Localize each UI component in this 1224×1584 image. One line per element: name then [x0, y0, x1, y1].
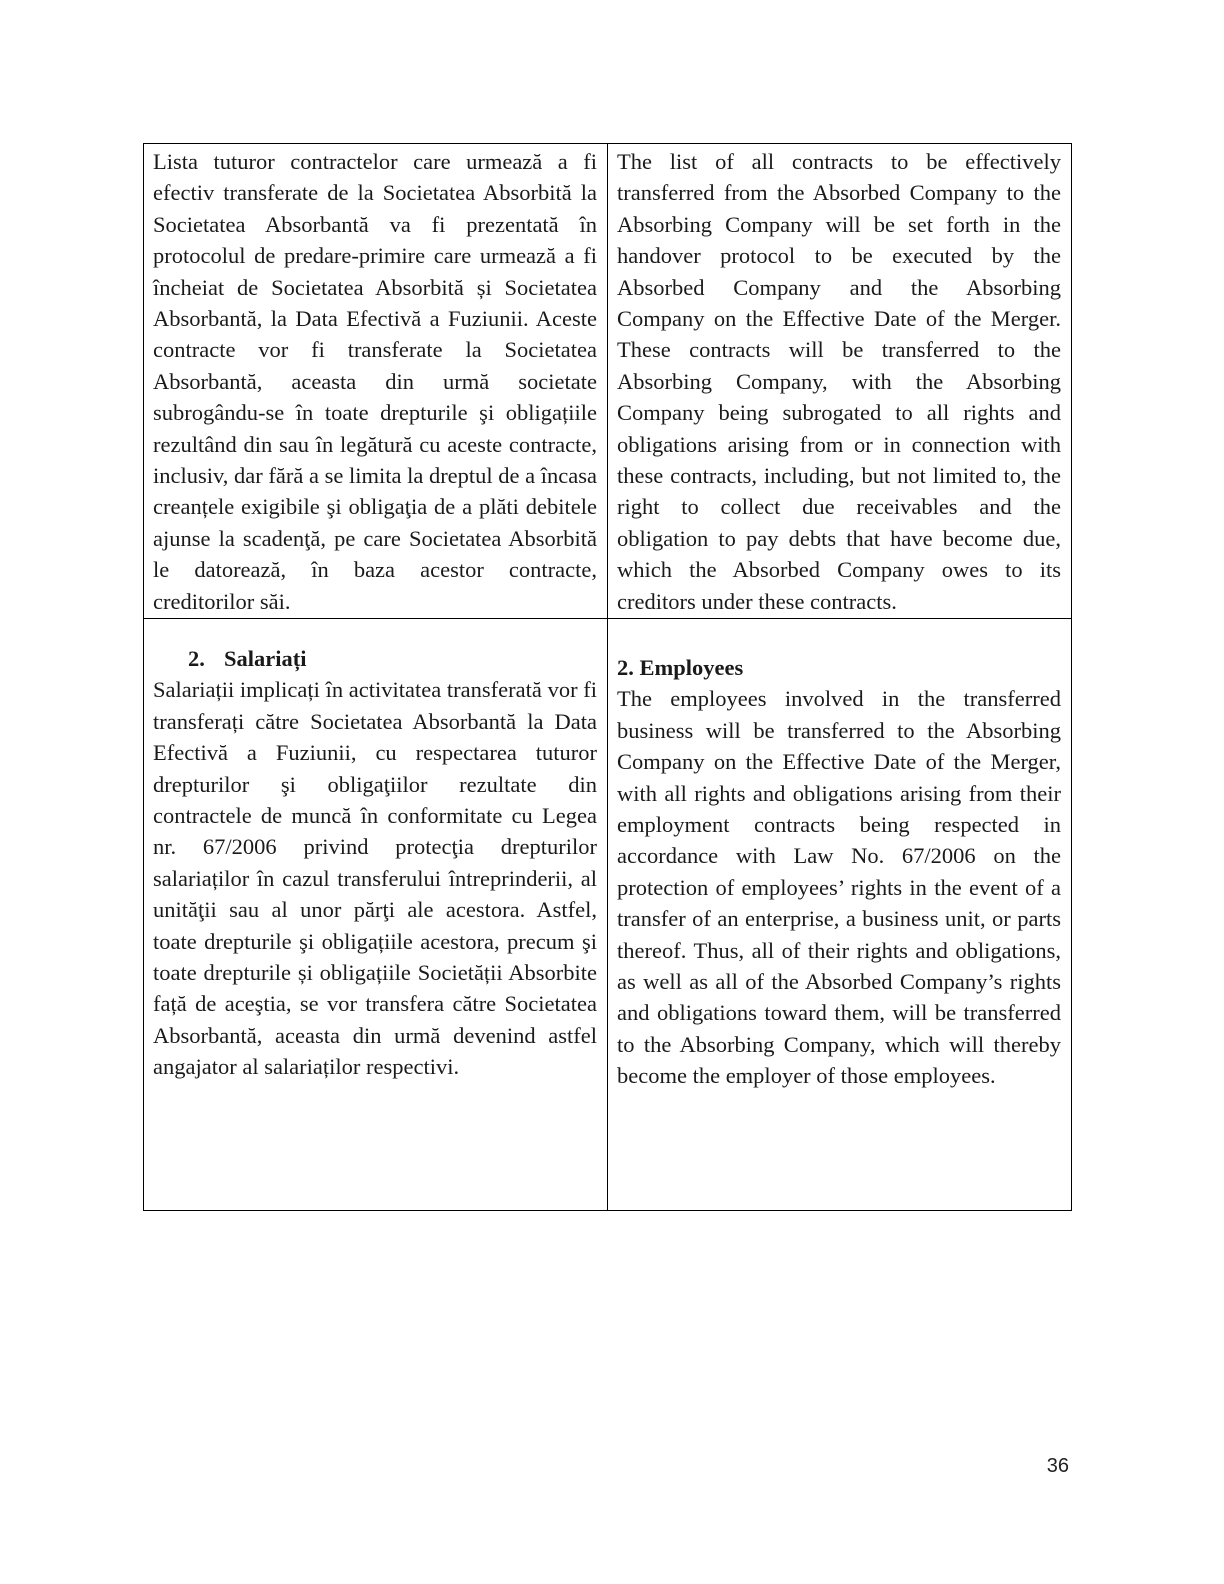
page-number: 36	[1046, 1455, 1069, 1477]
english-contracts-text: The list of all contracts to be effectively transferred from the Absorbed Company to the Absorbing Company will be set forth in the handover protocol to be executed by the Absorbed Company and the Absorbing Company on the Effective Date of the Merger. These contracts will be transferred to the Absorbing Company, with the Absorbing Company being subrogated to all rights and obligations arising from or in connection with these contracts, including, but not limited to, the right to collect due receivables and the obligation to pay debts that have become due, which the Absorbed Company owes to its creditors under these contracts.	[617, 149, 1061, 614]
cell-english-employees	[608, 619, 1072, 1211]
cell-romanian-contracts	[144, 144, 608, 619]
table-row	[144, 619, 1072, 1211]
romanian-heading-number: 2.	[188, 646, 205, 671]
romanian-contracts-text: Lista tuturor contractelor care urmează a fi efectiv transferate de la Societatea Absorbită la Societatea Absorbantă va fi prezentată în protocolul de predare-primire care urmează a fi încheiat de Societatea Absorbită și Societatea Absorbantă, la Data Efectivă a Fuziunii. Aceste contracte vor fi transferate la Societatea Absorbantă, aceasta din urmă societate subrogându-se în toate drepturile şi obligațiile rezultând din sau în legătură cu aceste contracte, inclusiv, dar fără a se limita la dreptul de a încasa creanțele exigibile şi obligaţia de a plăti debitele ajunse la scadenţă, pe care Societatea Absorbită le datorează, în baza acestor contracte, creditorilor săi.	[153, 149, 597, 614]
romanian-heading-label: Salariați	[224, 646, 307, 671]
cell-english-contracts	[608, 144, 1072, 619]
english-employees-text: The employees involved in the transferred business will be transferred to the Absorbing Company on the Effective Date of the Merger, with all rights and obligations arising from their employment contracts being respected in accordance with Law No. 67/2006 on the protection of employees’ rights in the event of a transfer of an enterprise, a business unit, or parts thereof. Thus, all of their rights and obligations, as well as all of the Absorbed Company’s rights and obligations toward them, will be transferred to the Absorbing Company, which will thereby become the employer of those employees.	[617, 686, 1061, 1089]
english-section-heading: 2. Employees	[617, 655, 744, 680]
romanian-employees-text: Salariații implicați în activitatea transferată vor fi transferați către Societatea Absorbantă la Data Efectivă a Fuziunii, cu respectarea tuturor drepturilor şi obligaţiilor rezultate din contractele de muncă în conformitate cu Legea nr. 67/2006 privind protecţia drepturilor salariaților în cazul transferului întreprinderii, al unităţii sau al unor părţi ale acestora. Astfel, toate drepturile şi obligațiile acestora, precum şi toate drepturile și obligațiile Societății Absorbite față de aceştia, se vor transfera către Societatea Absorbantă, aceasta din urmă devenind astfel angajator al salariaților respectivi.	[153, 677, 597, 1080]
bilingual-table	[143, 143, 1072, 1211]
cell-romanian-employees	[144, 619, 608, 1211]
romanian-section-heading	[188, 643, 597, 674]
table-row	[144, 144, 1072, 619]
